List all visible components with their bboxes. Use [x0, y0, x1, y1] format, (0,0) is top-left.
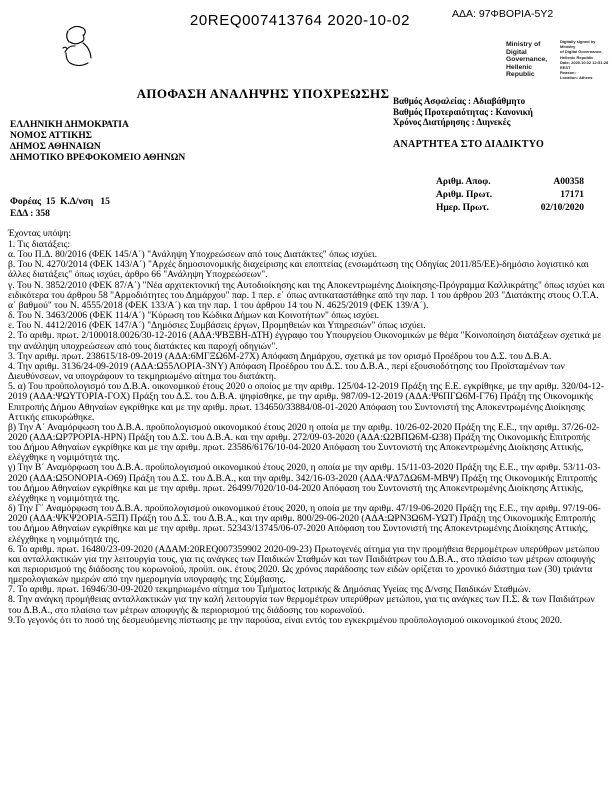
body-paragraph: β. Του Ν. 4270/2014 (ΦΕΚ 143/Α΄) "Αρχές δημοσιονομικής διαχείρισης και εποπτείας (ενσωμάτωση της Οδηγίας 2011/85/ΕΕ)-δημόσιο λογιστικό και άλλες διατάξεις" όπως ισχύει, άρθρο 66 "Ανάληψη Υποχρεώσεων". [8, 259, 589, 281]
reference-row [436, 177, 584, 187]
signature-detail-line: EEST [560, 65, 571, 71]
signature-detail-line: Reason: [560, 70, 576, 76]
issuing-authority-block [10, 120, 185, 164]
body-paragraph: δ. Του Ν. 3463/2006 (ΦΕΚ 114/Α΄) "Κύρωση του Κώδικα Δήμων και Κοινοτήτων" όπως ισχύει. [8, 310, 380, 322]
classification-value: Αδιαβάθμητο [472, 96, 526, 106]
edd-code-line: ΕΔΔ : 358 [10, 209, 50, 219]
reference-label: Αριθμ. Αποφ. [436, 177, 491, 187]
classification-label: Βαθμός Ασφαλείας [393, 96, 466, 106]
reference-value: 02/10/2020 [540, 203, 584, 214]
body-paragraph: 3. Την αριθμ. πρωτ. 238615/18-09-2019 (ΑΔΑ:6ΜΓΞΩ6Μ-27Χ) Απόφαση Δημάρχου, σχετικά με τον ορισμό Προέδρου του Δ.Σ. του Δ.Β.Α. [8, 350, 552, 362]
classification-row [393, 107, 533, 118]
issuing-authority-line: ΝΟΜΟΣ ΑΤΤΙΚΗΣ [10, 131, 92, 141]
web-posting-notice: ΑΝΑΡΤΗΤΕΑ ΣΤΟ ΔΙΑΔΙΚΤΥΟ [393, 139, 545, 150]
reference-label: Ημερ. Πρωτ. [436, 203, 489, 214]
signature-detail-line: of Digital Governance, [560, 49, 603, 55]
body-paragraph: ε. Του Ν. 4412/2016 (ΦΕΚ 147/Α΄) "Δημόσιες Συμβάσεις έργων, Προμηθειών και Υπηρεσιών" όπως ισχύει. [8, 320, 426, 332]
reference-row [436, 190, 584, 200]
body-paragraph: γ) Την Β΄ Αναμόρφωση του Δ.Β.Α. προϋπολογισμού οικονομικού έτους 2020, η οποία με την αριθμ. 15/11-03-2020 Πράξη της Ε.Ε., την αριθμ. 53/11-03-2020 (ΑΔΑ:Ω5ΟΝΟΡΙΑ-Ο69) Πράξη του Δ.Σ. του Δ.Β.Α., και την αριθμ. 342/16-03-2020 (ΑΔΑ:ΨΔ7ΔΩ6Μ-ΜΒΨ) Πράξη της Οικονομικής Επιτροπής του Δήμου Αθηναίων εγκρίθηκε και με την αριθμ. πρωτ. 26499/7020/10-04-2020 Απόφαση του Συντονιστή της Αποκεντρωμένης Διοίκησης Αττικής, ελέγχθηκε η νομιμότητά της. [8, 462, 601, 504]
nurse-with-infant-emblem-icon [57, 22, 97, 78]
classification-row [393, 96, 533, 107]
signature-detail-line: Location: Athens [560, 75, 593, 81]
issuing-authority-line: ΔΗΜΟΣ ΑΘΗΝΑΙΩΝ [10, 142, 101, 152]
reference-value: A00358 [553, 177, 584, 187]
body-paragraph: 1. Τις διατάξεις: [8, 239, 71, 250]
body-paragraph: δ) Την Γ΄ Αναμόρφωση του Δ.Β.Α. προϋπολογισμού οικονομικού έτους 2020, η οποία με την αριθμ. 47/19-06-2020 Πράξη της Ε.Ε., την αριθμ. 97/19-06-2020 (ΑΔΑ:ΨΚΨ2ΟΡΙΑ-5ΞΠ) Πράξη του Δ.Σ. του Δ.Β.Α., και την αριθμ. 800/29-06-2020 (ΑΔΑ:ΩΡΝ3Ω6Μ-ΥΩΤ) Πράξη της Οικονομικής Επιτροπής του Δήμου Αθηναίων εγκρίθηκε και με την αριθμ. πρωτ. 52343/13745/06-07-2020 Απόφαση του Συντονιστή της Αποκεντρωμένης Διοίκησης Αττικής, ελέγχθηκε η νομιμότητά της. [8, 503, 601, 545]
body-paragraph: 8. Την ανάγκη προμήθειας ανταλλακτικών για την καλή λειτουργία των θερμομέτρων υπερύθρων μετώπου, για τις ανάγκες των Π.Σ. & των Παιδιάτρων του Δ.Β.Α., στο πλαίσιο των μέτρων αποφυγής & περιορισμού της διάδοσης του κορωνοϊού. [8, 594, 595, 616]
classification-value: Διηνεκές [476, 117, 511, 128]
document-title: ΑΠΟΦΑΣΗ ΑΝΑΛΗΨΗΣ ΥΠΟΧΡΕΩΣΗΣ [136, 86, 390, 101]
entity-code-line: Φορέας 15 Κ.Δ/νση 15 [10, 197, 110, 207]
classification-separator: : [465, 96, 473, 106]
reference-label: Αριθμ. Πρωτ. [436, 190, 493, 201]
classification-separator: : [488, 106, 496, 117]
body-paragraph: α. Του Π.Δ. 80/2016 (ΦΕΚ 145/Α΄) "Ανάληψη Υποχρεώσεων από τους Διατάκτες" όπως ισχύει. [8, 249, 378, 261]
classification-row [393, 117, 533, 128]
digital-signature-authority [506, 41, 558, 79]
signature-detail-line: Date: 2020.10.02 12:51:28 [560, 59, 609, 65]
signature-authority-line: Governance, [506, 56, 548, 64]
body-paragraph: 4. Την αριθμ. 3136/24-09-2019 (ΑΔΑ:Ω55ΛΟΡΙΑ-3ΝΥ) Απόφαση Προέδρου του Δ.Σ. του Δ.Β.Α., περί εξουσιοδότησης του Προϊσταμένων των Διευθύνσεων, να υπογράφουν το τεκμηριωμένο αίτημα του διατάκτη. [8, 360, 565, 383]
issuing-authority-line: ΕΛΛΗΝΙΚΗ ΔΗΜΟΚΡΑΤΙΑ [10, 120, 129, 130]
reference-numbers-block [436, 177, 584, 217]
body-paragraph: 7. Το αριθμ. πρωτ. 16946/30-09-2020 τεκμηριωμένο αίτημα του Τμήματος Ιατρικής & Δημόσιας Υγείας της Δ/νσης Παιδικών Σταθμών. [8, 584, 531, 596]
classification-label: Χρόνος Διατήρησης [393, 117, 470, 128]
signature-detail-line: Hellenic Republic [560, 54, 594, 60]
classification-label: Βαθμός Προτεραιότητας [393, 106, 489, 117]
decision-body [8, 240, 605, 626]
classification-separator: : [469, 117, 477, 128]
body-paragraph: 2. Το αριθμ. πρωτ. 2/100018.0026/30-12-2016 (ΑΔΑ:ΨΒΞΒΗ-ΔΤΗ) έγγραφο του Υπουργείου Οικονομικών με θέμα "Κοινοποίηση διατάξεων σχετικά με την ανάληψη υποχρεώσεων από τους διατάκτες και παροχή οδηγιών". [8, 330, 602, 352]
body-paragraph: 9.Το γεγονός ότι το ποσό της δεσμευόμενης πίστωσης με την παρούσα, είναι εντός του εγκεκριμένου προϋπολογισμού οικονομικού έτους 2020. [8, 614, 563, 626]
adam-registry-number: 20REQ007413764 2020-10-02 [189, 12, 411, 29]
signature-authority-line: Hellenic Republic [506, 63, 535, 79]
classification-block [393, 96, 533, 128]
body-paragraph: γ. Του Ν. 3852/2010 (ΦΕΚ 87/Α΄) "Νέα αρχιτεκτονική της Αυτοδιοίκησης και της Αποκεντρωμένης Διοίκησης-Πρόγραμμα Καλλικράτης" όπως ισχύει και ειδικότερα του άρθρου 58 "Αρμοδιότητες του Δημάρχου" παρ. 1 περ. ε΄ όπως αντικαταστάθηκε από την παρ. 1 του άρθρου 203 "Διατάκτης στους Ο.Τ.Α. α΄ βαθμού" του Ν. 4555/2018 (ΦΕΚ 133/Α΄) και την παρ. 1 του άρθρου 14 του Ν. 4625/2019 (ΦΕΚ 139/Α΄). [8, 279, 605, 311]
preamble-heading: Έχοντας υπόψη: [8, 228, 71, 239]
body-paragraph: β) Την Α΄ Αναμόρφωση του Δ.Β.Α. προϋπολογισμού οικονομικού έτους 2020 η οποία με την αριθμ. 10/26-02-2020 Πράξη της Ε.Ε., την αριθμ. 37/26-02-2020 (ΑΔΑ:ΩΡ7ΡΟΡΙΑ-ΗΡΝ) Πράξη του Δ.Σ. του Δ.Β.Α. και την αριθμ. 272/09-03-2020 (ΑΔΑ:Ω2ΒΠΩ6Μ-Ω38) Πράξη της Οικονομικής Επιτροπής του Δήμου Αθηναίων εγκρίθηκε και με την αριθμ. πρωτ. 23586/6176/10-04-2020 Απόφαση του Συντονιστή της Αποκεντρωμένης Διοίκησης Αττικής, ελέγχθηκε η νομιμότητά της. [8, 421, 600, 464]
body-paragraph: 6. Το αριθμ. πρωτ. 16480/23-09-2020 (ΑΔΑΜ:20REQ007359902 2020-09-23) Πρωτογενές αίτημα για την προμήθεια θερμομέτρων υπερύθρων μετώπου και ανταλλακτικών για την λειτουργία τους, για τις ανάγκες των Παιδικών Σταθμών και των Παιδιάτρων του Δ.Β.Α., στο πλαίσιο των μέτρων αποφυγής και περιορισμού της διάδοσης του κορωνοϊού, προϋπ. οικ. έτους 2020. Ως χρόνος παράδοσης των ειδών ορίζεται το χρονικό διάστημα των (30) τριάντα ημερολογιακών ημερών από την ημερομηνία υπογραφής της Σύμβασης. [8, 543, 600, 586]
body-paragraph: 5. α) Του προϋπολογισμό του Δ.Β.Α. οικονομικού έτους 2020 ο οποίος με την αριθμ. 125/04-12-2019 Πράξη της Ε.Ε. εγκρίθηκε, με την αριθμ. 320/04-12-2019 (ΑΔΑ:ΨΩΥΤΟΡΙΑ-ΓΟΧ) Πράξη του Δ.Σ. του Δ.Β.Α. ψηφίσθηκε, με την αριθμ. 987/09-12-2019 (ΑΔΑ:Ψ6ΠΓΩ6Μ-Γ76) Πράξη της Οικονομικής Επιτροπής Δήμου Αθηναίων εγκρίθηκε και με την αριθμ. πρωτ. 134650/33884/08-01-2020 Απόφαση του Συντονιστή της Αποκεντρωμένης Διοίκησης Αττικής επικυρώθηκε. [8, 381, 605, 423]
classification-value: Κανονική [495, 106, 533, 117]
ada-number: ΑΔΑ: 97ΦΒΟΡΙΑ-5Υ2 [452, 8, 554, 20]
digital-signature-details [560, 39, 610, 81]
reference-row [436, 203, 584, 213]
signature-detail-line: Digitally signed by Ministry [560, 39, 596, 50]
signature-authority-line: Ministry of Digital [506, 41, 541, 56]
reference-value: 17171 [560, 190, 584, 201]
issuing-authority-line: ΔΗΜΟΤΙΚΟ ΒΡΕΦΟΚΟΜΕΙΟ ΑΘΗΝΩΝ [10, 153, 186, 163]
